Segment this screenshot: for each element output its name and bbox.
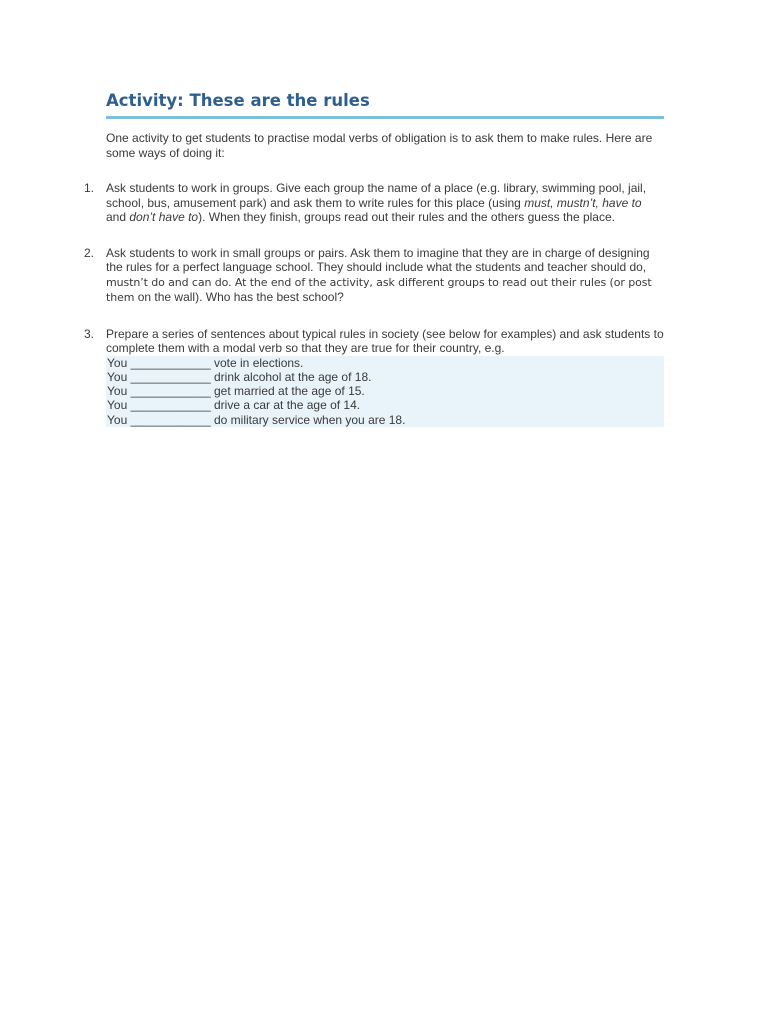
example-sentence: You ____________ drink alcohol at the age of 18. [107, 369, 372, 384]
document-page [84, 90, 664, 427]
list-item-1 [84, 181, 664, 225]
list-item-text [106, 246, 664, 306]
example-sentence: You ____________ get married at the age of 15. [107, 384, 365, 399]
text-segment: ). When they finish, groups read out their rules and the others guess the place. [198, 210, 615, 224]
text-segment: and [106, 210, 130, 224]
list-number: 1. [84, 181, 95, 195]
list-item-text: Prepare a series of sentences about typical rules in society (see below for examples) and ask students to complete them with a modal verb so that they are true for their country, e.g. [106, 326, 664, 355]
list-item-text [106, 181, 664, 225]
list-number: 2. [84, 245, 95, 260]
list-item-2 [84, 245, 664, 306]
intro-paragraph: One activity to get students to practise modal verbs of obligation is to ask them to make rules. Here are some ways of doing it: [106, 131, 653, 160]
italic-segment: don’t have to [129, 210, 199, 224]
italic-segment: must, mustn’t, have to [524, 195, 642, 210]
example-sentence: You ____________ do military service when you are 18. [107, 412, 406, 427]
text-segment: on the wall). Who has the best school? [134, 290, 344, 304]
title-underline [106, 116, 664, 119]
example-sentences-box [106, 356, 664, 427]
text-segment: Ask students to work in groups. Give each group the name of a place (e.g. library, swimming pool, jail, school, bus, amusement park) and ask them to write rules for this place (using [106, 181, 647, 210]
list-number: 3. [84, 326, 95, 341]
list-item-3 [84, 326, 664, 356]
example-sentence: You ____________ drive a car at the age of 14. [107, 398, 361, 413]
text-segment: mustn’t do and can do. At the end of the activity, ask different groups to read out their rules (or post them [106, 275, 652, 304]
example-sentence: You ____________ vote in elections. [107, 355, 304, 370]
text-segment: Ask students to work in small groups or pairs. Ask them to imagine that they are in charge of designing the rules for a perfect language school. They should include what the students and teacher should do, [106, 245, 650, 274]
page-title: Activity: These are the rules [106, 91, 370, 110]
